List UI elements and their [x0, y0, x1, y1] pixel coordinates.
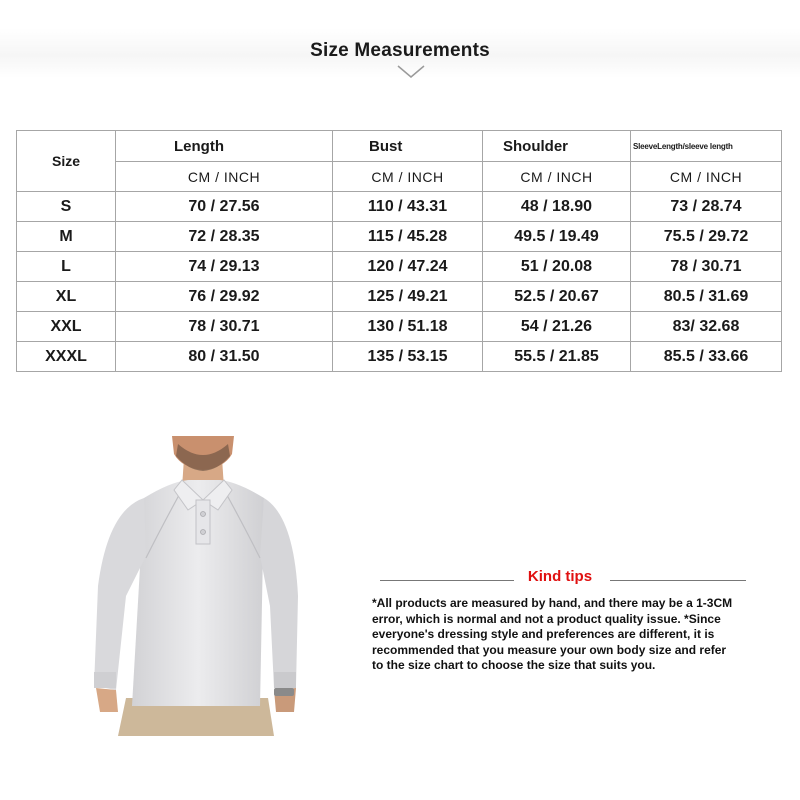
tips-line: to the size chart to choose the size that suits you.	[372, 658, 656, 672]
column-header-shoulder: Shoulder	[483, 131, 631, 162]
sleeve-cell: 78 / 30.71	[631, 252, 782, 282]
chevron-down-icon	[396, 64, 426, 80]
size-table	[16, 130, 782, 372]
sleeve-cell: 83/ 32.68	[631, 312, 782, 342]
size-cell: XXXL	[17, 342, 116, 372]
unit-label: CM / INCH	[483, 162, 631, 192]
column-header-length: Length	[116, 131, 333, 162]
sleeve-cell: 80.5 / 31.69	[631, 282, 782, 312]
length-cell: 72 / 28.35	[116, 222, 333, 252]
length-cell: 78 / 30.71	[116, 312, 333, 342]
size-cell: S	[17, 192, 116, 222]
shoulder-cell: 51 / 20.08	[483, 252, 631, 282]
polo-shirt-model-image	[88, 436, 304, 736]
column-header-bust: Bust	[333, 131, 483, 162]
unit-label: CM / INCH	[631, 162, 782, 192]
size-cell: XL	[17, 282, 116, 312]
length-cell: 70 / 27.56	[116, 192, 333, 222]
unit-row	[17, 162, 782, 192]
tips-line: everyone's dressing style and preferences are different, it is	[372, 627, 715, 641]
shoulder-cell: 52.5 / 20.67	[483, 282, 631, 312]
size-cell: XXL	[17, 312, 116, 342]
sleeve-cell: 75.5 / 29.72	[631, 222, 782, 252]
unit-label: CM / INCH	[116, 162, 333, 192]
sleeve-cell: 85.5 / 33.66	[631, 342, 782, 372]
divider-left	[380, 580, 514, 581]
table-row	[17, 222, 782, 252]
table-row	[17, 192, 782, 222]
size-header: Size	[17, 131, 116, 192]
divider-right	[610, 580, 746, 581]
button-icon	[201, 512, 206, 517]
left-hand	[96, 688, 118, 712]
table-header-row	[17, 131, 782, 162]
tips-line: *All products are measured by hand, and there may be a 1-3CM	[372, 596, 733, 610]
size-cell: L	[17, 252, 116, 282]
watch	[274, 688, 294, 696]
bust-cell: 125 / 49.21	[333, 282, 483, 312]
table-row	[17, 282, 782, 312]
length-cell: 76 / 29.92	[116, 282, 333, 312]
bust-cell: 135 / 53.15	[333, 342, 483, 372]
table-row	[17, 312, 782, 342]
table-row	[17, 342, 782, 372]
length-cell: 74 / 29.13	[116, 252, 333, 282]
left-cuff	[94, 672, 116, 688]
shoulder-cell: 49.5 / 19.49	[483, 222, 631, 252]
length-cell: 80 / 31.50	[116, 342, 333, 372]
tips-line: error, which is normal and not a product quality issue. *Since	[372, 611, 721, 626]
shoulder-cell: 48 / 18.90	[483, 192, 631, 222]
bust-cell: 130 / 51.18	[333, 312, 483, 342]
placket	[196, 500, 210, 544]
bust-cell: 110 / 43.31	[333, 192, 483, 222]
bust-cell: 115 / 45.28	[333, 222, 483, 252]
size-cell: M	[17, 222, 116, 252]
shoulder-cell: 54 / 21.26	[483, 312, 631, 342]
sleeve-cell: 73 / 28.74	[631, 192, 782, 222]
bust-cell: 120 / 47.24	[333, 252, 483, 282]
right-sleeve	[260, 498, 298, 688]
button-icon	[201, 530, 206, 535]
unit-label: CM / INCH	[333, 162, 483, 192]
tips-text	[372, 596, 782, 674]
right-cuff	[274, 672, 296, 688]
tips-line: recommended that you measure your own body size and refer	[372, 642, 727, 657]
tips-title: Kind tips	[527, 568, 593, 585]
page-title: Size Measurements	[310, 40, 490, 61]
column-header-sleeve: SleeveLength/sleeve length	[631, 131, 782, 162]
shoulder-cell: 55.5 / 21.85	[483, 342, 631, 372]
table-row	[17, 252, 782, 282]
